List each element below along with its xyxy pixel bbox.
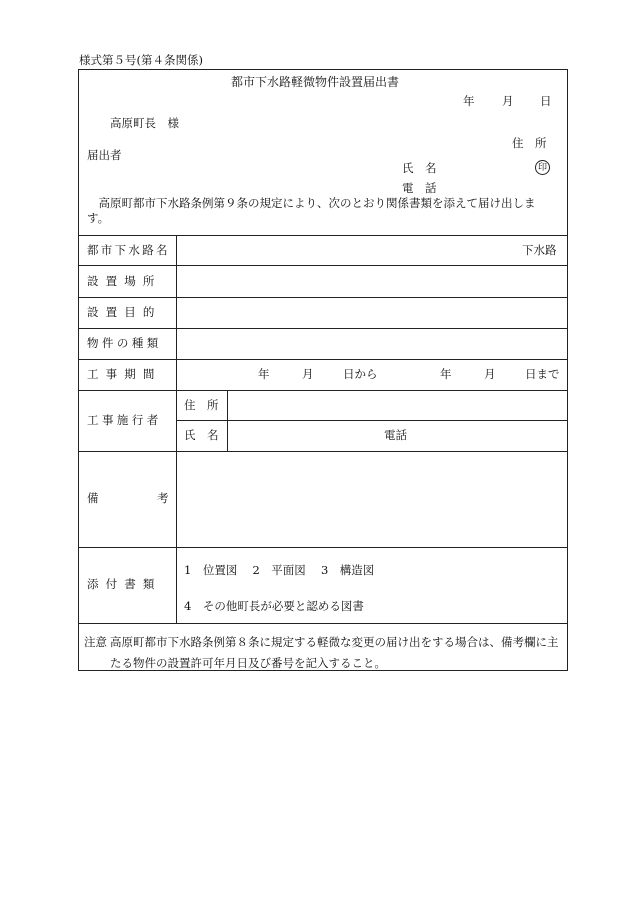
- row-divider: [78, 265, 568, 266]
- contractor-label: 工事施行者: [87, 413, 162, 427]
- applicant-section-label: 届出者: [87, 148, 122, 162]
- addressee: 高原町長 様: [110, 116, 179, 130]
- note-text: 高原町都市下水路条例第８条に規定する軽微な変更の届け出をする場合は、備考欄に主たる物件の設置許可年月日及び番号を記入すること。: [110, 635, 559, 670]
- period-start-year: 年: [258, 367, 270, 381]
- label-column-divider: [176, 235, 177, 623]
- attachments-label: 添付書類: [87, 577, 162, 591]
- row-divider: [78, 297, 568, 298]
- sewer-name-label: 都市下水路名: [87, 243, 170, 257]
- seal-mark: 印: [535, 160, 550, 175]
- row-divider: [78, 235, 568, 236]
- row-divider: [176, 420, 568, 421]
- row-divider: [78, 623, 568, 624]
- period-label: 工事期間: [87, 367, 162, 381]
- kind-label: 物件の種類: [87, 336, 162, 350]
- intro-paragraph: 高原町都市下水路条例第９条の規定により、次のとおり関係書類を添えて届け出します。: [87, 196, 536, 225]
- attachments-line-2: 4 その他町長が必要と認める図書: [184, 599, 364, 613]
- row-divider: [78, 328, 568, 329]
- period-end-day: 日まで: [525, 367, 560, 381]
- remarks-label-right: 考: [157, 491, 169, 505]
- period-start-day: 日から: [343, 367, 378, 381]
- date-day-label: 日: [540, 94, 552, 108]
- applicant-address-label: 住 所: [512, 136, 547, 150]
- date-year-label: 年: [463, 94, 475, 108]
- contractor-name-label: 氏 名: [184, 428, 219, 442]
- period-end-month: 月: [484, 367, 496, 381]
- applicant-name-label: 氏 名: [402, 161, 437, 175]
- contractor-address-label: 住 所: [184, 398, 219, 412]
- sewer-name-suffix: 下水路: [522, 243, 557, 257]
- form-title: 都市下水路軽微物件設置届出書: [230, 75, 399, 89]
- applicant-phone-label: 電 話: [402, 181, 437, 195]
- sublabel-column-divider: [227, 390, 228, 451]
- note-label: 注意: [84, 635, 107, 649]
- row-divider: [78, 359, 568, 360]
- row-divider: [78, 547, 568, 548]
- period-end-year: 年: [440, 367, 452, 381]
- remarks-label-left: 備: [87, 491, 99, 505]
- contractor-phone-label: 電話: [384, 428, 407, 442]
- purpose-label: 設置目的: [87, 305, 162, 319]
- row-divider: [78, 451, 568, 452]
- row-divider: [78, 390, 568, 391]
- period-start-month: 月: [302, 367, 314, 381]
- date-month-label: 月: [502, 94, 514, 108]
- form-number-label: 様式第５号(第４条関係): [79, 53, 203, 67]
- attachments-line-1: 1 位置図 2 平面図 3 構造図: [184, 563, 375, 577]
- location-label: 設置場所: [87, 274, 162, 288]
